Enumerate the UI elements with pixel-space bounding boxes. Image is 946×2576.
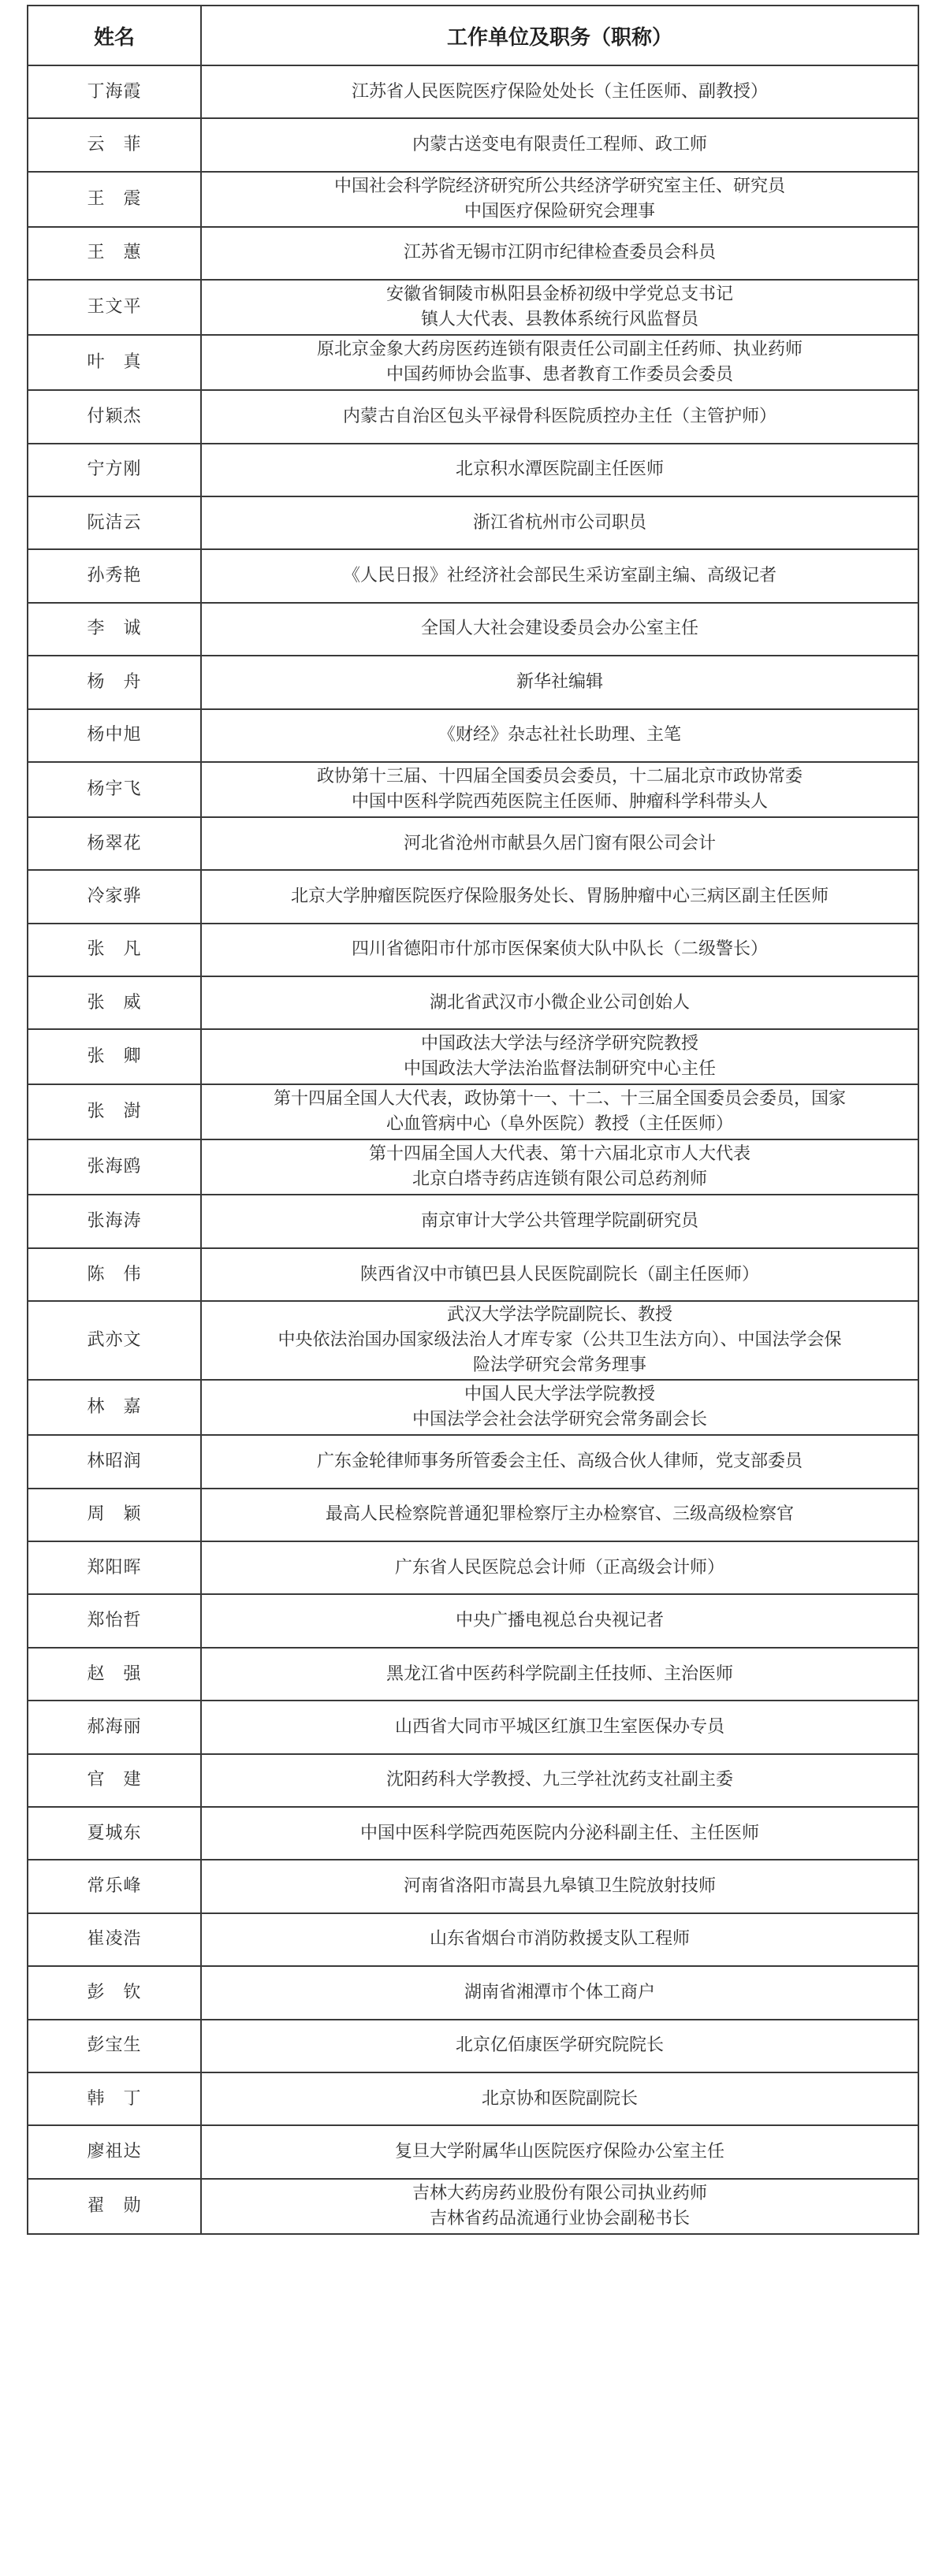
member-table [27, 5, 919, 2235]
position-line: 中国医疗保险研究会理事 [464, 201, 655, 221]
table-row [28, 1301, 918, 1380]
position-line: 河南省洛阳市嵩县九皋镇卫生院放射技师 [403, 1876, 716, 1897]
position-line: 山西省大同市平城区红旗卫生室医保办专员 [394, 1716, 724, 1737]
member-position [201, 1541, 918, 1594]
position-line: 心血管病中心（阜外医院）教授（主任医师） [385, 1114, 733, 1135]
table-row [28, 444, 918, 496]
position-line: 北京白塔寺药店连锁有限公司总药剂师 [412, 1169, 707, 1190]
member-name: 赵 强 [28, 1648, 201, 1701]
member-name: 阮洁云 [28, 496, 201, 549]
member-name: 翟 勋 [28, 2179, 201, 2234]
member-position [201, 924, 918, 976]
table-row [28, 656, 918, 708]
position-line: 陕西省汉中市镇巴县人民医院副院长（副主任医师） [359, 1264, 759, 1284]
position-line: 第十四届全国人大代表，政协第十一、十二、十三届全国委员会委员，国家 [273, 1089, 846, 1110]
position-line: 内蒙古送变电有限责任工程师、政工师 [412, 135, 707, 155]
table-row [28, 496, 918, 549]
member-name: 郑阳晖 [28, 1541, 201, 1594]
position-line: 湖北省武汉市小微企业公司创始人 [429, 992, 690, 1013]
table-body [28, 65, 918, 2234]
position-line: 新华社编辑 [516, 671, 603, 692]
member-position [201, 656, 918, 708]
header-position: 工作单位及职务（职称） [201, 6, 918, 65]
position-line: 最高人民检察院普通犯罪检察厅主办检察官、三级高级检察官 [325, 1504, 794, 1525]
table-row [28, 65, 918, 118]
member-position [201, 1489, 918, 1541]
member-position [201, 1301, 918, 1380]
roster-sheet [27, 5, 918, 2235]
member-position [201, 390, 918, 443]
table-row [28, 1807, 918, 1860]
member-name: 宁方刚 [28, 444, 201, 496]
member-position [201, 549, 918, 602]
member-name: 杨宇飞 [28, 762, 201, 817]
table-row [28, 924, 918, 976]
member-name: 杨 舟 [28, 656, 201, 708]
member-position [201, 280, 918, 335]
position-line: 广东省人民医院总会计师（正高级会计师） [394, 1557, 724, 1578]
position-line: 中国中医科学院西苑医院内分泌科副主任、主任医师 [359, 1823, 759, 1843]
table-row [28, 603, 918, 656]
position-line: 北京积水潭医院副主任医师 [455, 459, 664, 480]
member-name: 郑怡哲 [28, 1594, 201, 1647]
table-row [28, 1435, 918, 1488]
position-line: 中国政法大学法与经济学研究院教授 [420, 1034, 698, 1054]
table-row [28, 280, 918, 335]
position-line: 复旦大学附属华山医院医疗保险办公室主任 [394, 2142, 724, 2162]
position-line: 吉林大药房药业股份有限公司执业药师 [412, 2183, 707, 2203]
member-position [201, 172, 918, 227]
table-row [28, 1489, 918, 1541]
position-line: 中国中医科学院西苑医院主任医师、肿瘤科学科带头人 [351, 791, 768, 812]
position-line: 山东省烟台市消防救援支队工程师 [429, 1929, 690, 1950]
table-row [28, 335, 918, 390]
member-position [201, 1380, 918, 1435]
member-position [201, 1084, 918, 1139]
position-line: 中国人民大学法学院教授 [464, 1385, 655, 1405]
member-name: 王 震 [28, 172, 201, 227]
member-position [201, 709, 918, 762]
member-name: 韩 丁 [28, 2072, 201, 2125]
table-row [28, 172, 918, 227]
member-position [201, 227, 918, 280]
position-line: 中国政法大学法治监督法制研究中心主任 [403, 1059, 716, 1080]
member-name: 常乐峰 [28, 1860, 201, 1912]
member-name: 彭宝生 [28, 2020, 201, 2072]
member-name: 陈 伟 [28, 1248, 201, 1301]
member-name: 官 建 [28, 1754, 201, 1807]
table-header [28, 6, 918, 65]
member-position [201, 444, 918, 496]
member-position [201, 603, 918, 656]
member-position [201, 976, 918, 1029]
member-name: 郝海丽 [28, 1701, 201, 1753]
position-line: 江苏省人民医院医疗保险处处长（主任医师、副教授） [351, 81, 768, 102]
position-line: 全国人大社会建设委员会办公室主任 [420, 619, 698, 639]
member-name: 张 威 [28, 976, 201, 1029]
table-row [28, 1029, 918, 1084]
member-name: 林昭润 [28, 1435, 201, 1488]
table-row [28, 1541, 918, 1594]
table-row [28, 1701, 918, 1753]
position-line: 原北京金象大药房医药连锁有限责任公司副主任药师、执业药师 [316, 340, 803, 360]
member-name: 杨翠花 [28, 817, 201, 870]
member-name: 杨中旭 [28, 709, 201, 762]
table-row [28, 976, 918, 1029]
table-row [28, 1594, 918, 1647]
member-name: 付颖杰 [28, 390, 201, 443]
member-position [201, 2125, 918, 2178]
table-row [28, 870, 918, 923]
member-position [201, 762, 918, 817]
member-position [201, 1435, 918, 1488]
member-name: 王 蕙 [28, 227, 201, 280]
table-row [28, 1139, 918, 1195]
table-row [28, 1648, 918, 1701]
member-name: 周 颖 [28, 1489, 201, 1541]
table-row [28, 709, 918, 762]
member-name: 张 凡 [28, 924, 201, 976]
member-name: 孙秀艳 [28, 549, 201, 602]
position-line: 中国社会科学院经济研究所公共经济学研究室主任、研究员 [333, 176, 785, 196]
member-position [201, 1594, 918, 1647]
table-row [28, 390, 918, 443]
position-line: 黑龙江省中医药科学院副主任技师、主治医师 [385, 1663, 733, 1684]
member-name: 夏城东 [28, 1807, 201, 1860]
table-row [28, 227, 918, 280]
position-line: 吉林省药品流通行业协会副秘书长 [429, 2208, 690, 2228]
table-row [28, 1966, 918, 2019]
header-row [28, 6, 918, 65]
position-line: 中央依法治国办国家级法治人才库专家（公共卫生法方向）、中国法学会保 [277, 1330, 842, 1351]
member-position [201, 1807, 918, 1860]
position-line: 政协第十三届、十四届全国委员会委员，十二届北京市政协常委 [316, 766, 803, 786]
table-row [28, 1380, 918, 1435]
member-position [201, 1648, 918, 1701]
position-line: 中国药师协会监事、患者教育工作委员会委员 [385, 365, 733, 385]
member-name: 张海涛 [28, 1195, 201, 1247]
table-row [28, 817, 918, 870]
member-position [201, 1701, 918, 1753]
position-line: 安徽省铜陵市枞阳县金桥初级中学党总支书记 [385, 284, 733, 305]
position-line: 中央广播电视总台央视记者 [455, 1611, 664, 1631]
member-position [201, 2179, 918, 2234]
member-name: 丁海霞 [28, 65, 201, 118]
position-line: 《人民日报》社经济社会部民生采访室副主编、高级记者 [342, 566, 777, 586]
member-position [201, 2020, 918, 2072]
member-position [201, 1966, 918, 2019]
table-row [28, 1084, 918, 1139]
member-name: 林 嘉 [28, 1380, 201, 1435]
member-position [201, 496, 918, 549]
member-name: 云 菲 [28, 118, 201, 171]
position-line: 镇人大代表、县教体系统行风监督员 [420, 310, 698, 330]
member-position [201, 1248, 918, 1301]
member-name: 冷家骅 [28, 870, 201, 923]
member-name: 张海鸥 [28, 1139, 201, 1195]
header-name: 姓名 [28, 6, 201, 65]
table-row [28, 1248, 918, 1301]
position-line: 湖南省湘潭市个体工商户 [464, 1982, 655, 2002]
member-position [201, 1913, 918, 1966]
table-row [28, 549, 918, 602]
member-position [201, 1195, 918, 1247]
position-line: 沈阳药科大学教授、九三学社沈药支社副主委 [385, 1770, 733, 1790]
member-name: 崔凌浩 [28, 1913, 201, 1966]
member-position [201, 2072, 918, 2125]
position-line: 《财经》杂志社社长助理、主笔 [438, 725, 681, 745]
position-line: 第十四届全国人大代表、第十六届北京市人大代表 [368, 1144, 750, 1165]
member-position [201, 870, 918, 923]
table-row [28, 762, 918, 817]
table-row [28, 1754, 918, 1807]
member-position [201, 1860, 918, 1912]
member-position [201, 1029, 918, 1084]
table-row [28, 1195, 918, 1247]
member-name: 武亦文 [28, 1301, 201, 1380]
position-line: 内蒙古自治区包头平禄骨科医院质控办主任（主管护师） [342, 406, 777, 426]
member-position [201, 335, 918, 390]
table-row [28, 2179, 918, 2234]
position-line: 武汉大学法学院副院长、教授 [446, 1305, 672, 1325]
member-name: 王文平 [28, 280, 201, 335]
position-line: 四川省德阳市什邡市医保案侦大队中队长（二级警长） [351, 939, 768, 960]
table-row [28, 2125, 918, 2178]
member-name: 廖祖达 [28, 2125, 201, 2178]
position-line: 浙江省杭州市公司职员 [472, 512, 646, 533]
member-name: 张 澍 [28, 1084, 201, 1139]
member-name: 彭 钦 [28, 1966, 201, 2019]
member-position [201, 118, 918, 171]
position-line: 北京大学肿瘤医院医疗保险服务处长、胃肠肿瘤中心三病区副主任医师 [290, 886, 829, 906]
member-position [201, 65, 918, 118]
table-row [28, 1860, 918, 1912]
table-row [28, 2072, 918, 2125]
table-row [28, 1913, 918, 1966]
position-line: 南京审计大学公共管理学院副研究员 [420, 1211, 698, 1232]
member-position [201, 817, 918, 870]
position-line: 广东金轮律师事务所管委会主任、高级合伙人律师，党支部委员 [316, 1451, 803, 1471]
table-row [28, 2020, 918, 2072]
position-line: 北京亿佰康医学研究院院长 [455, 2035, 664, 2056]
member-position [201, 1754, 918, 1807]
position-line: 河北省沧州市献县久居门窗有限公司会计 [403, 833, 716, 853]
position-line: 北京协和医院副院长 [481, 2088, 638, 2109]
position-line: 江苏省无锡市江阴市纪律检查委员会科员 [403, 243, 716, 263]
position-line: 中国法学会社会法学研究会常务副会长 [412, 1410, 707, 1430]
member-name: 张 卿 [28, 1029, 201, 1084]
member-position [201, 1139, 918, 1195]
position-line: 险法学研究会常务理事 [472, 1355, 646, 1376]
member-name: 李 诚 [28, 603, 201, 656]
member-name: 叶 真 [28, 335, 201, 390]
table-row [28, 118, 918, 171]
